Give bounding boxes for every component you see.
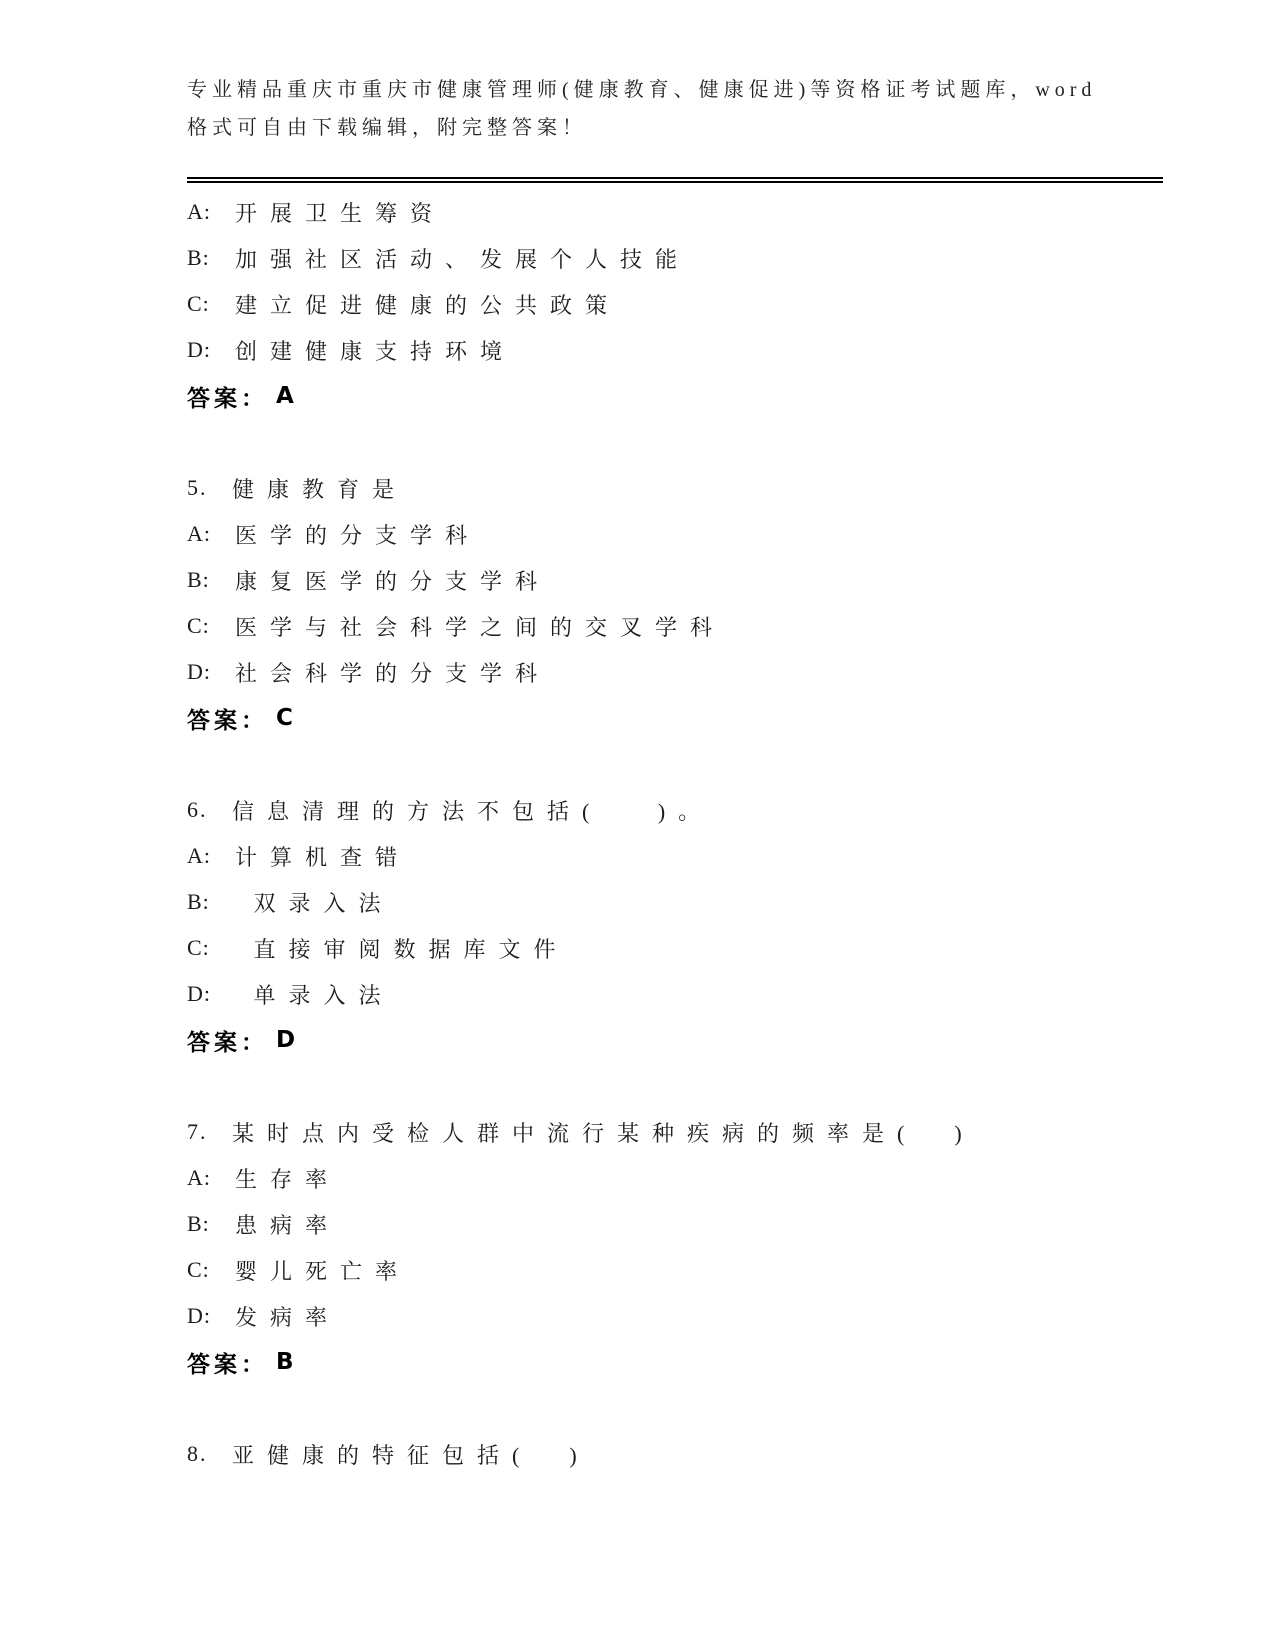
option-row bbox=[187, 189, 1163, 235]
option-letter: C: bbox=[187, 1257, 210, 1282]
option-letter: A: bbox=[187, 1165, 211, 1190]
question-block bbox=[187, 1431, 1163, 1477]
answer-row bbox=[187, 1017, 1163, 1063]
question-row bbox=[187, 1109, 1163, 1155]
option-text: 婴儿死亡率 bbox=[235, 1258, 411, 1284]
option-text: 生存率 bbox=[235, 1166, 341, 1192]
option-letter: B: bbox=[187, 1211, 210, 1236]
option-letter: D: bbox=[187, 981, 211, 1006]
block-spacer bbox=[187, 1385, 1163, 1431]
answer-value: A bbox=[276, 383, 294, 409]
option-text: 社会科学的分支学科 bbox=[235, 660, 551, 686]
option-letter: A: bbox=[187, 843, 211, 868]
option-text: 患病率 bbox=[235, 1212, 341, 1238]
option-text: 医学的分支学科 bbox=[235, 522, 481, 548]
header-line-2: 格式可自由下载编辑，附完整答案！ bbox=[187, 117, 587, 139]
question-block bbox=[187, 1109, 1163, 1385]
option-text: 单录入法 bbox=[235, 982, 394, 1008]
answer-label: 答案： bbox=[187, 1029, 268, 1056]
question-number: 6. bbox=[187, 797, 208, 822]
option-row bbox=[187, 603, 1163, 649]
block-spacer bbox=[187, 419, 1163, 465]
option-row bbox=[187, 925, 1163, 971]
question-row bbox=[187, 1431, 1163, 1477]
answer-label: 答案： bbox=[187, 385, 268, 412]
option-text: 直接审阅数据库文件 bbox=[235, 936, 569, 962]
option-row bbox=[187, 833, 1163, 879]
option-letter: D: bbox=[187, 659, 211, 684]
question-block bbox=[187, 465, 1163, 741]
option-letter: B: bbox=[187, 567, 210, 592]
question-text: 信息清理的方法不包括( )。 bbox=[232, 798, 714, 824]
question-block bbox=[187, 787, 1163, 1063]
question-text: 某时点内受检人群中流行某种疾病的频率是( ) bbox=[232, 1120, 975, 1146]
option-text: 康复医学的分支学科 bbox=[235, 568, 551, 594]
answer-value: B bbox=[276, 1349, 294, 1375]
option-row bbox=[187, 1155, 1163, 1201]
option-letter: A: bbox=[187, 199, 211, 224]
option-text: 加强社区活动、发展个人技能 bbox=[235, 246, 691, 272]
question-number: 8. bbox=[187, 1441, 208, 1466]
option-text: 创建健康支持环境 bbox=[235, 338, 516, 364]
option-row bbox=[187, 281, 1163, 327]
option-row bbox=[187, 235, 1163, 281]
document-header bbox=[187, 71, 1163, 183]
option-letter: C: bbox=[187, 935, 210, 960]
question-text: 健康教育是 bbox=[232, 476, 408, 502]
answer-value: D bbox=[276, 1027, 296, 1053]
answer-label: 答案： bbox=[187, 707, 268, 734]
answer-row bbox=[187, 1339, 1163, 1385]
option-row bbox=[187, 971, 1163, 1017]
option-row bbox=[187, 557, 1163, 603]
option-row bbox=[187, 649, 1163, 695]
question-row bbox=[187, 465, 1163, 511]
question-row bbox=[187, 787, 1163, 833]
answer-row bbox=[187, 695, 1163, 741]
option-text: 开展卫生筹资 bbox=[235, 200, 446, 226]
option-letter: C: bbox=[187, 613, 210, 638]
option-text: 双录入法 bbox=[235, 890, 394, 916]
option-row bbox=[187, 879, 1163, 925]
option-letter: D: bbox=[187, 337, 211, 362]
answer-row bbox=[187, 373, 1163, 419]
document-body bbox=[187, 189, 1163, 1477]
option-letter: B: bbox=[187, 889, 210, 914]
option-letter: A: bbox=[187, 521, 211, 546]
question-block bbox=[187, 189, 1163, 419]
option-letter: B: bbox=[187, 245, 210, 270]
option-row bbox=[187, 1201, 1163, 1247]
option-text: 建立促进健康的公共政策 bbox=[235, 292, 621, 318]
option-letter: C: bbox=[187, 291, 210, 316]
block-spacer bbox=[187, 1063, 1163, 1109]
option-text: 计算机查错 bbox=[235, 844, 411, 870]
question-number: 5. bbox=[187, 475, 208, 500]
option-text: 发病率 bbox=[235, 1304, 341, 1330]
header-line-1: 专业精品重庆市重庆市健康管理师(健康教育、健康促进)等资格证考试题库，word bbox=[187, 79, 1097, 101]
question-number: 7. bbox=[187, 1119, 208, 1144]
block-spacer bbox=[187, 741, 1163, 787]
question-text: 亚健康的特征包括( ) bbox=[232, 1442, 590, 1468]
option-letter: D: bbox=[187, 1303, 211, 1328]
option-row bbox=[187, 1247, 1163, 1293]
answer-value: C bbox=[276, 705, 293, 731]
option-text: 医学与社会科学之间的交叉学科 bbox=[235, 614, 726, 640]
option-row bbox=[187, 327, 1163, 373]
option-row bbox=[187, 1293, 1163, 1339]
answer-label: 答案： bbox=[187, 1351, 268, 1378]
option-row bbox=[187, 511, 1163, 557]
